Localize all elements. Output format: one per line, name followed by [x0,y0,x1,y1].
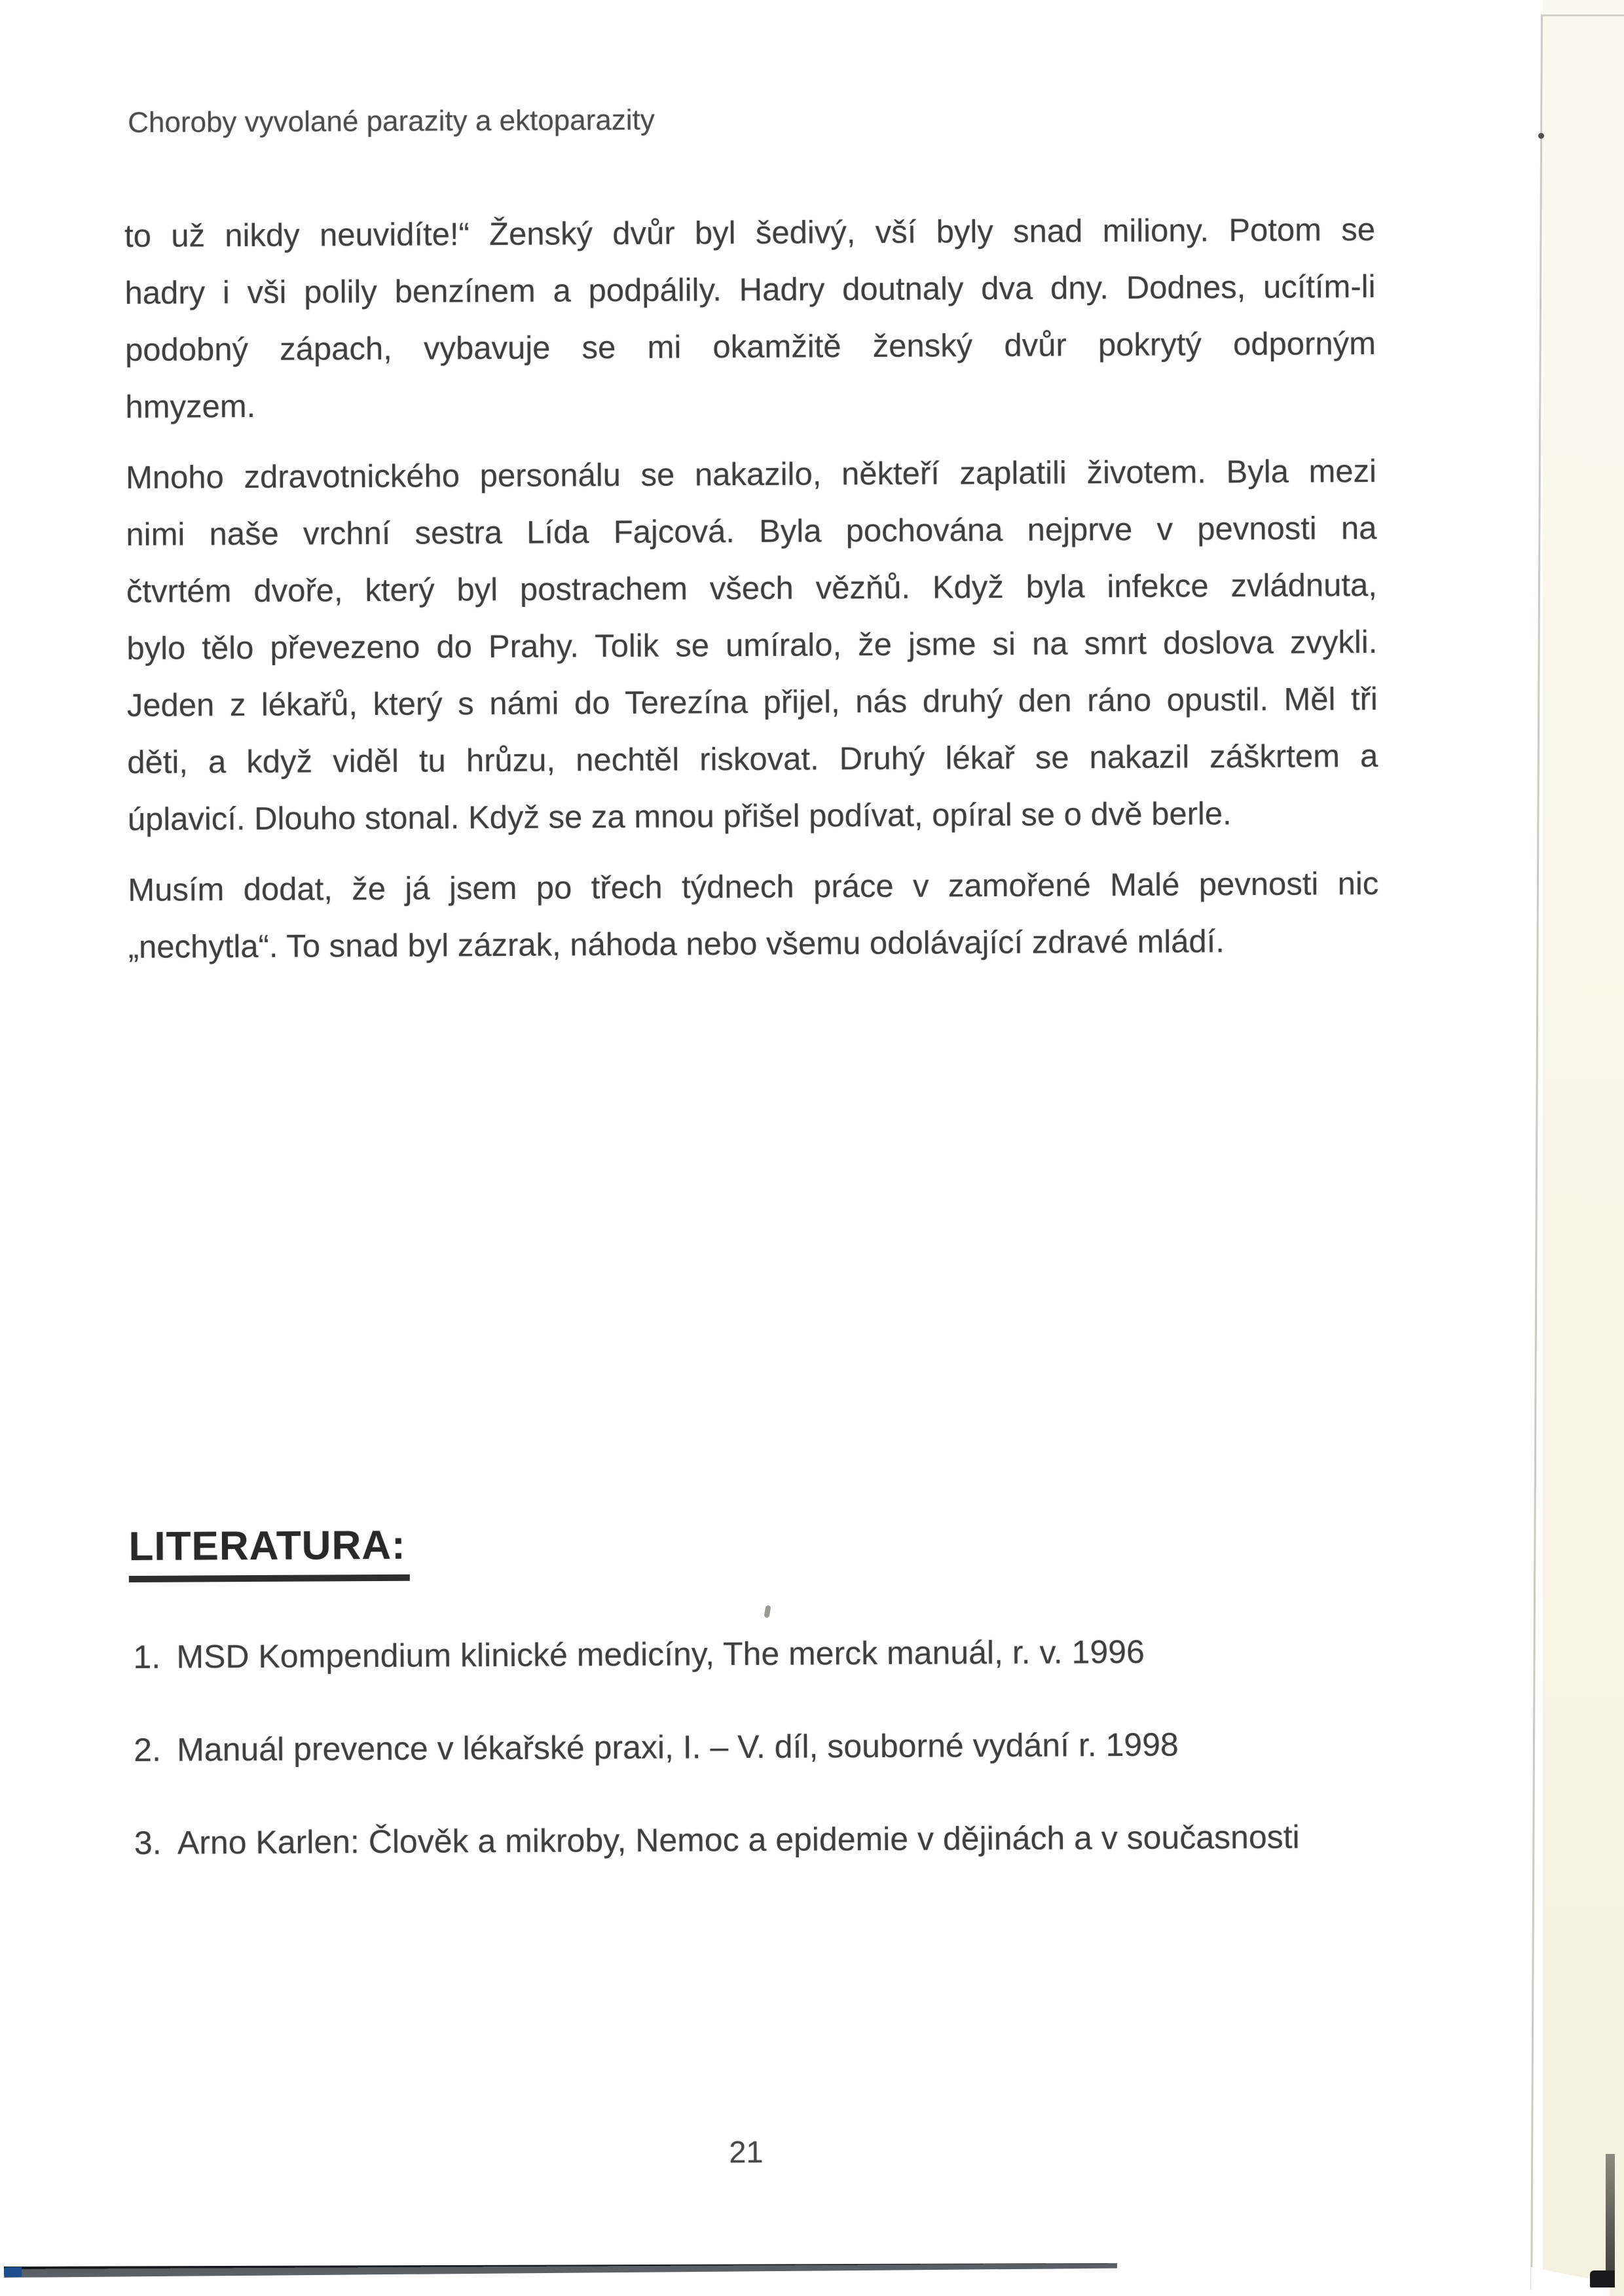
text-line: podobný zápach, vybavuje se mi okamžitě ženský dvůr pokrytý odporným [124,325,1376,368]
paragraph [126,443,1378,848]
text-line: hmyzem. [125,388,256,425]
reference-item [133,1631,1384,1676]
reference-text: Arno Karlen: Člověk a mikroby, Nemoc a epidemie v dějinách a v současnosti [177,1818,1300,1861]
text-line: bylo tělo převezeno do Prahy. Tolik se umíralo, že jsme si na smrt doslova zvykli. [126,624,1378,666]
running-header: Choroby vyvolané parazity a ektoparazity [128,103,655,139]
reference-item [134,1724,1384,1769]
text-line: Musím dodat, že já jsem po třech týdnech práce v zamořené Malé pevnosti nic [128,866,1379,908]
text-line: děti, a když viděl tu hrůzu, nechtěl riskovat. Druhý lékař se nakazil záškrtem a [127,738,1378,780]
paragraph [124,202,1376,436]
text-line: hadry i vši polily benzínem a podpálily. Hadry doutnaly dva dny. Dodnes, ucítím-li [124,268,1376,311]
text-line: úplavicí. Dlouho stonal. Když se za mnou přišel podívat, opíral se o dvě berle. [127,796,1232,837]
page-number: 21 [729,2134,764,2170]
text-line: Mnoho zdravotnického personálu se nakazilo, někteří zaplatili životem. Byla mezi [125,453,1377,496]
text-line: „nechytla“. To snad byl zázrak, náhoda nebo všemu odolávající zdravé mládí. [128,924,1225,965]
text-line: nimi naše vrchní sestra Lída Fajcová. Byla pochována nejprve v pevnosti na [126,510,1377,553]
reference-text: Manuál prevence v lékařské praxi, I. – V. díl, souborné vydání r. 1998 [177,1726,1179,1768]
literatura-heading: LITERATURA: [128,1524,410,1582]
reference-item [134,1817,1385,1862]
reference-number: 3. [134,1824,162,1861]
text-line: čtvrtém dvoře, který byl postrachem všech vězňů. Když byla infekce zvládnuta, [126,567,1378,610]
body-paragraphs [124,202,1379,990]
reference-number: 1. [133,1638,161,1675]
text-line: to už nikdy neuvidíte!“ Ženský dvůr byl šedivý, vší byly snad miliony. Potom se [124,211,1376,254]
reference-list [133,1631,1385,1917]
reference-text: MSD Kompendium klinické medicíny, The merck manuál, r. v. 1996 [176,1633,1145,1675]
reference-number: 2. [134,1731,162,1768]
text-line: Jeden z lékařů, který s námi do Terezína přijel, nás druhý den ráno opustil. Měl tři [126,681,1378,723]
paragraph [128,856,1379,976]
